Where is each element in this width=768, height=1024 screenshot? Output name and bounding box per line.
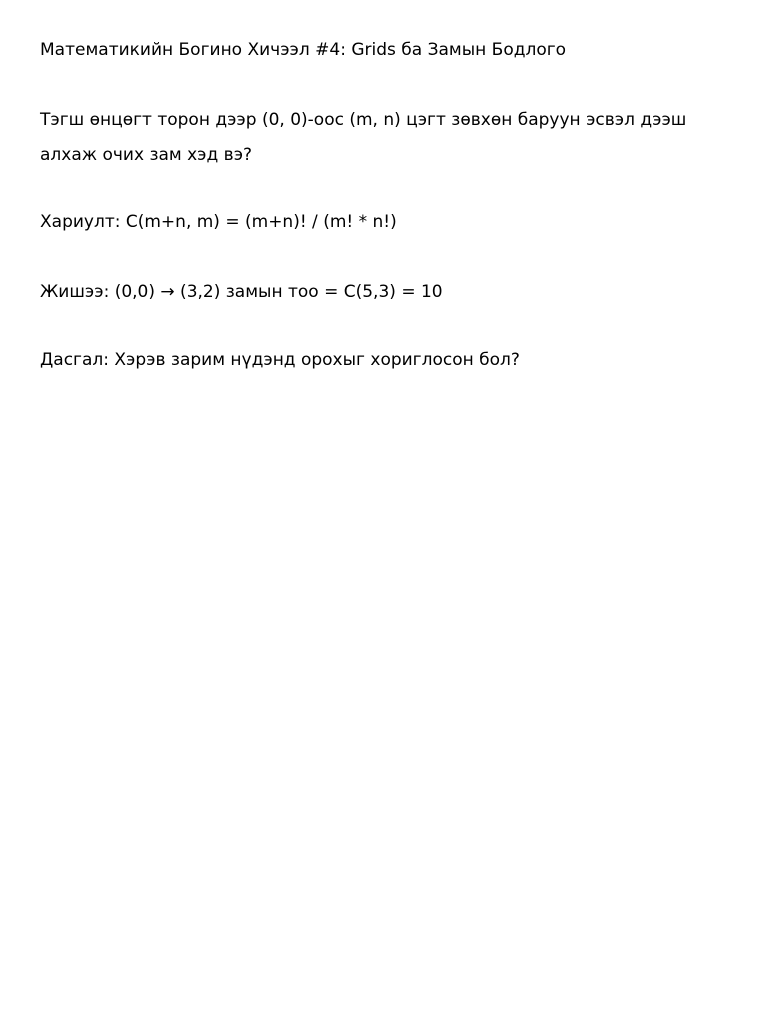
lesson-title: Математикийн Богино Хичээл #4: Grids ба Замын Бодлого: [40, 40, 567, 60]
question-text-line-2: алхаж очих зам хэд вэ?: [40, 145, 253, 165]
example-text: Жишээ: (0,0) → (3,2) замын тоо = C(5,3) = 10: [40, 282, 443, 302]
exercise-text: Дасгал: Хэрэв зарим нүдэнд орохыг хориглосон бол?: [40, 350, 520, 370]
answer-text: Хариулт: C(m+n, m) = (m+n)! / (m! * n!): [40, 212, 397, 232]
question-text-line-1: Тэгш өнцөгт торон дээр (0, 0)-оос (m, n) цэгт зөвхөн баруун эсвэл дээш: [40, 110, 687, 130]
